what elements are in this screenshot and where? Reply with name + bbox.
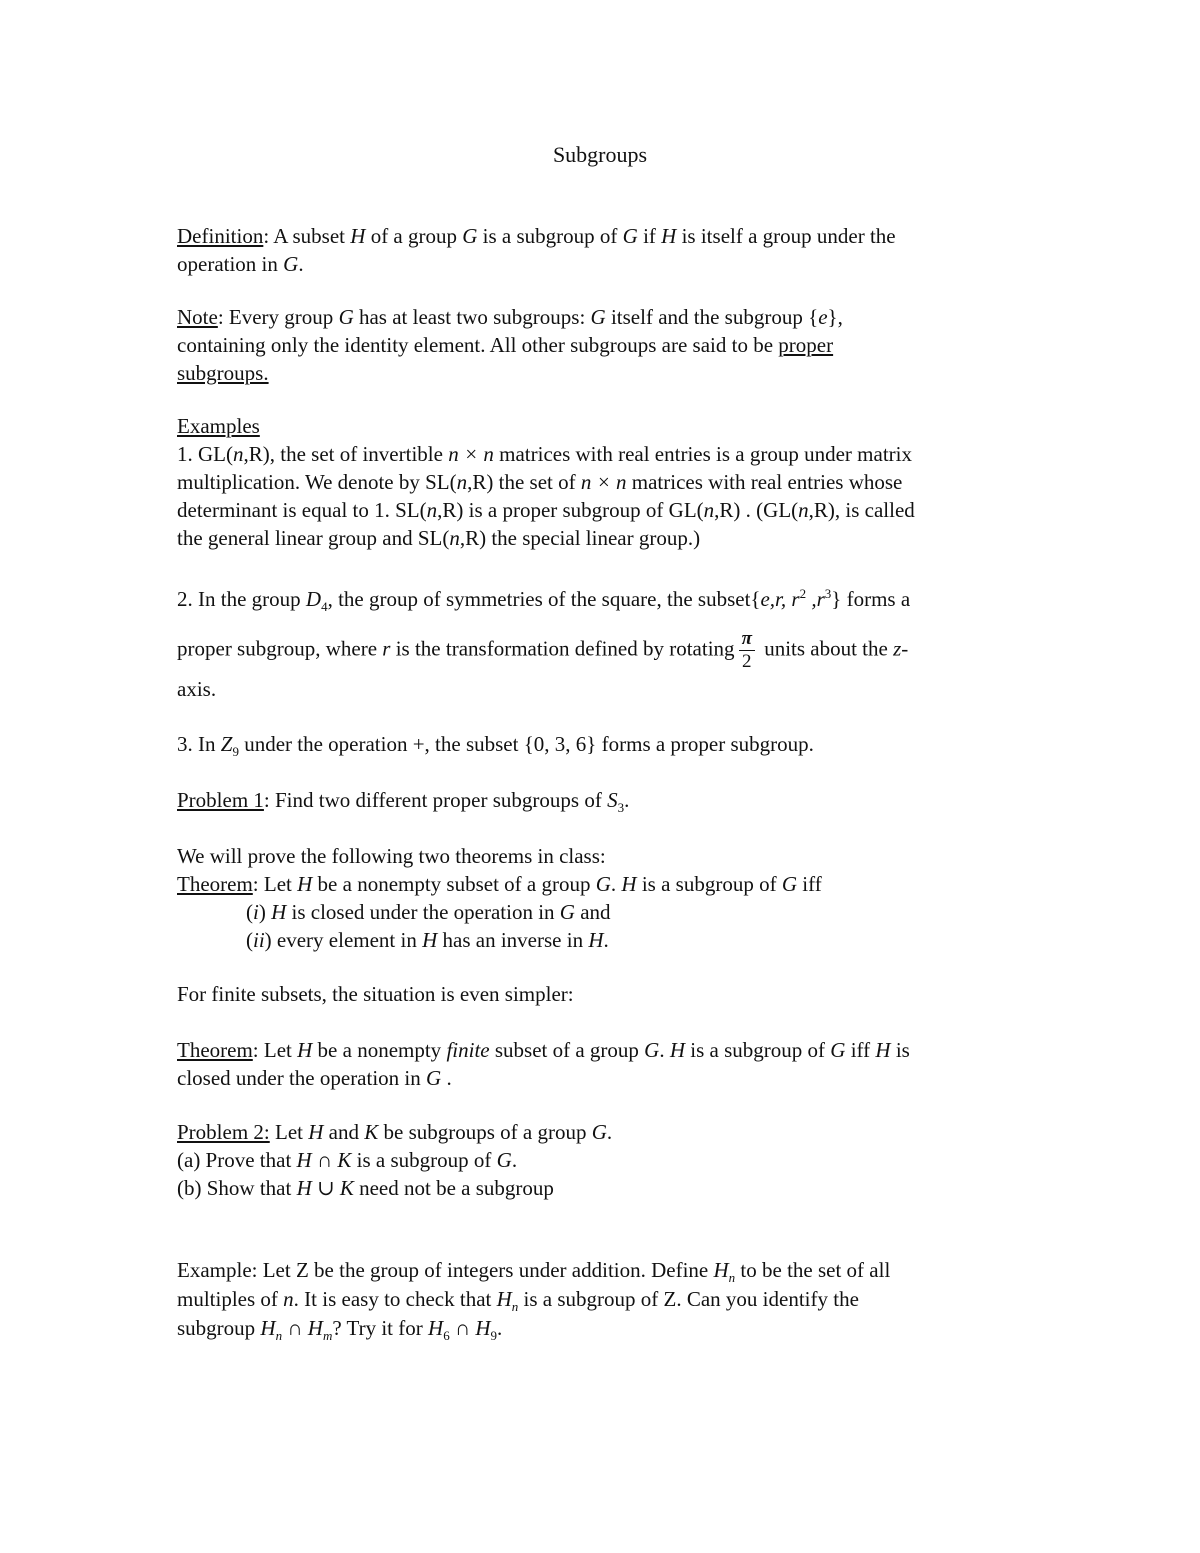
fraction-denominator: 2 bbox=[742, 651, 752, 672]
text: closed under the operation in bbox=[177, 1066, 427, 1090]
text: has at least two subgroups: bbox=[353, 305, 591, 329]
text: ( bbox=[246, 928, 253, 952]
text: and bbox=[574, 900, 611, 924]
text: the general linear group and SL( bbox=[177, 526, 450, 550]
text: 3. In bbox=[177, 732, 221, 756]
text: . bbox=[298, 252, 304, 276]
superscript: 2 bbox=[799, 586, 807, 601]
finite-intro: For finite subsets, the situation is even simpler: bbox=[177, 982, 574, 1006]
math-op: ∩ bbox=[449, 1316, 476, 1340]
definition-paragraph bbox=[177, 222, 1027, 278]
subscript: m bbox=[322, 1328, 333, 1344]
text: }, bbox=[827, 305, 843, 329]
theorem-1-condition-ii bbox=[177, 926, 1027, 954]
subscript: 9 bbox=[490, 1328, 498, 1344]
roman-numeral: i bbox=[253, 900, 259, 924]
text: of a group bbox=[365, 224, 463, 248]
math-expr: n × n bbox=[580, 470, 627, 494]
text: matrices with real entries whose bbox=[626, 470, 903, 494]
text: : A subset bbox=[263, 224, 351, 248]
text: . bbox=[659, 1038, 670, 1062]
text: be a nonempty subset of a group bbox=[312, 872, 596, 896]
text: Example: Let Z be the group of integers under addition. Define bbox=[177, 1258, 714, 1282]
math-var: H bbox=[297, 872, 313, 896]
text: : Every group bbox=[217, 305, 339, 329]
math-var: H bbox=[422, 928, 438, 952]
pi-over-2-fraction bbox=[739, 628, 755, 673]
text: Let bbox=[269, 1120, 309, 1144]
emphasis-finite: finite bbox=[446, 1038, 490, 1062]
text: subset of a group bbox=[489, 1038, 645, 1062]
fraction-numerator: π bbox=[739, 628, 755, 651]
term-subgroups: subgroups. bbox=[177, 361, 269, 385]
text: is a subgroup of Z. Can you identify the bbox=[518, 1287, 859, 1311]
roman-numeral: ii bbox=[253, 928, 265, 952]
math-var: H bbox=[496, 1287, 512, 1311]
math-var: H bbox=[307, 1316, 323, 1340]
text: under the operation +, the subset {0, 3, 6} forms a proper subgroup. bbox=[238, 732, 814, 756]
math-var: n bbox=[283, 1287, 294, 1311]
math-var: H bbox=[713, 1258, 729, 1282]
text: is a subgroup of bbox=[685, 1038, 831, 1062]
text: need not be a subgroup bbox=[353, 1176, 554, 1200]
examples-section bbox=[177, 412, 1027, 552]
text: 2. In the group bbox=[177, 587, 306, 611]
subscript: 4 bbox=[321, 599, 328, 615]
example-2-cont bbox=[177, 628, 1027, 673]
math-var: e bbox=[818, 305, 828, 329]
math-var: H bbox=[428, 1316, 444, 1340]
text: . bbox=[624, 788, 630, 812]
text: multiples of bbox=[177, 1287, 284, 1311]
math-var: G bbox=[622, 224, 638, 248]
math-var: Z bbox=[220, 732, 233, 756]
math-op: ∩ bbox=[282, 1316, 308, 1340]
math-var: z bbox=[893, 636, 902, 661]
subscript: 9 bbox=[232, 744, 239, 760]
subscript: n bbox=[728, 1270, 736, 1286]
theorem-2 bbox=[177, 1036, 1027, 1092]
text: - bbox=[901, 636, 909, 661]
math-var: G bbox=[462, 224, 478, 248]
math-var: H bbox=[588, 928, 604, 952]
text: is closed under the operation in bbox=[286, 900, 560, 924]
math-expr: H ∪ K bbox=[296, 1176, 354, 1200]
text: be a nonempty bbox=[312, 1038, 447, 1062]
math-var: H bbox=[475, 1316, 491, 1340]
math-var: H bbox=[271, 900, 287, 924]
problem-1 bbox=[177, 786, 1027, 814]
math-var: G bbox=[591, 1120, 607, 1144]
math-expr: n × n bbox=[448, 442, 494, 466]
math-var: G bbox=[283, 252, 299, 276]
text: : Find two different proper subgroups of bbox=[263, 788, 608, 812]
math-var: G bbox=[559, 900, 575, 924]
math-expr: ,r bbox=[806, 587, 825, 611]
text: : Let bbox=[252, 872, 298, 896]
text: iff bbox=[797, 872, 822, 896]
text: containing only the identity element. All other subgroups are said to be bbox=[177, 333, 779, 357]
theorem-1 bbox=[177, 870, 1027, 898]
text: if bbox=[637, 224, 662, 248]
math-var: H bbox=[350, 224, 366, 248]
math-expr: e,r, r bbox=[760, 587, 800, 611]
text: ,R), is called bbox=[808, 498, 915, 522]
text: is a subgroup of bbox=[477, 224, 623, 248]
text: to be the set of all bbox=[735, 1258, 891, 1282]
subscript: 6 bbox=[443, 1328, 450, 1344]
text: matrices with real entries is a group under matrix bbox=[493, 442, 912, 466]
math-var: H bbox=[621, 872, 637, 896]
text: itself and the subgroup { bbox=[605, 305, 819, 329]
text: subgroup bbox=[177, 1316, 261, 1340]
text: is bbox=[890, 1038, 910, 1062]
math-var: S bbox=[607, 788, 618, 812]
example-2-end bbox=[177, 675, 1027, 703]
math-var: n bbox=[449, 526, 460, 550]
math-var: n bbox=[233, 442, 244, 466]
text: ,R) is a proper subgroup of GL( bbox=[437, 498, 704, 522]
text: is a subgroup of bbox=[636, 872, 782, 896]
text: is the transformation defined by rotating bbox=[390, 636, 735, 661]
text: : Let bbox=[252, 1038, 298, 1062]
math-var: r bbox=[382, 636, 391, 661]
subscript: n bbox=[275, 1328, 283, 1344]
document-body bbox=[177, 222, 1027, 1343]
text: be subgroups of a group bbox=[378, 1120, 592, 1144]
text: ? Try it for bbox=[332, 1316, 429, 1340]
text: . bbox=[603, 928, 609, 952]
text: proper subgroup, where bbox=[177, 636, 383, 661]
subscript: 3 bbox=[617, 800, 625, 816]
text: ,R) . (GL( bbox=[714, 498, 799, 522]
text: . bbox=[511, 1148, 518, 1172]
example-3 bbox=[177, 730, 1027, 758]
math-var: H bbox=[875, 1038, 891, 1062]
text: (b) Show that bbox=[177, 1176, 297, 1200]
math-var: K bbox=[364, 1120, 379, 1144]
math-var: G bbox=[781, 872, 798, 896]
text: ( bbox=[246, 900, 253, 924]
text: . It is easy to check that bbox=[293, 1287, 497, 1311]
term-proper: proper bbox=[778, 333, 834, 357]
math-var: H bbox=[308, 1120, 324, 1144]
math-var: G bbox=[426, 1066, 442, 1090]
math-var: G bbox=[338, 305, 354, 329]
problem-2 bbox=[177, 1118, 1027, 1202]
text: determinant is equal to 1. SL( bbox=[177, 498, 427, 522]
math-var: n bbox=[456, 470, 468, 494]
math-var: G bbox=[595, 872, 611, 896]
text: and bbox=[323, 1120, 365, 1144]
theorem1-label: Theorem bbox=[177, 872, 253, 896]
text: has an inverse in bbox=[437, 928, 589, 952]
math-var: n bbox=[426, 498, 438, 522]
text: ,R), the set of invertible bbox=[243, 442, 449, 466]
text: 1. GL( bbox=[177, 442, 233, 466]
math-var: G bbox=[590, 305, 606, 329]
text: axis. bbox=[177, 677, 217, 701]
text: } forms a bbox=[831, 587, 911, 611]
math-var: H bbox=[297, 1038, 313, 1062]
text: multiplication. We denote by SL( bbox=[177, 470, 457, 494]
text: is itself a group under the bbox=[676, 224, 896, 248]
text: ) bbox=[258, 900, 272, 924]
math-var: H bbox=[669, 1038, 686, 1062]
text: ,R) the set of bbox=[467, 470, 581, 494]
examples-label: Examples bbox=[177, 414, 260, 438]
text: , the group of symmetries of the square, the subset{ bbox=[327, 587, 761, 611]
page-title: Subgroups bbox=[552, 142, 648, 167]
problem2-label: Problem 2: bbox=[177, 1120, 270, 1144]
math-var: H bbox=[661, 224, 677, 248]
math-expr: H ∩ K bbox=[296, 1148, 352, 1172]
superscript: 3 bbox=[824, 586, 832, 601]
text: ,R) the special linear group.) bbox=[459, 526, 701, 550]
math-var: G bbox=[644, 1038, 660, 1062]
text: . bbox=[497, 1316, 503, 1340]
math-var: n bbox=[798, 498, 809, 522]
math-var: D bbox=[305, 587, 322, 611]
problem1-label: Problem 1 bbox=[177, 788, 264, 812]
theorems-intro: We will prove the following two theorems in class: bbox=[177, 844, 606, 868]
text: units about the bbox=[758, 636, 894, 661]
text: . bbox=[610, 872, 622, 896]
text: ) every element in bbox=[264, 928, 423, 952]
math-var: H bbox=[260, 1316, 276, 1340]
text: . bbox=[606, 1120, 613, 1144]
subscript: n bbox=[511, 1299, 519, 1315]
math-var: n bbox=[703, 498, 715, 522]
note-label: Note bbox=[177, 305, 218, 329]
math-var: G bbox=[830, 1038, 846, 1062]
text: is a subgroup of bbox=[351, 1148, 497, 1172]
theorem-1-condition-i bbox=[177, 898, 1027, 926]
example-2 bbox=[177, 584, 1027, 614]
math-var: G bbox=[496, 1148, 512, 1172]
text: iff bbox=[845, 1038, 876, 1062]
text: operation in bbox=[177, 252, 284, 276]
final-example bbox=[177, 1256, 1027, 1343]
note-paragraph bbox=[177, 303, 1027, 387]
text: (a) Prove that bbox=[177, 1148, 297, 1172]
definition-label: Definition bbox=[177, 224, 264, 248]
text: . bbox=[441, 1066, 452, 1090]
theorem2-label: Theorem bbox=[177, 1038, 253, 1062]
